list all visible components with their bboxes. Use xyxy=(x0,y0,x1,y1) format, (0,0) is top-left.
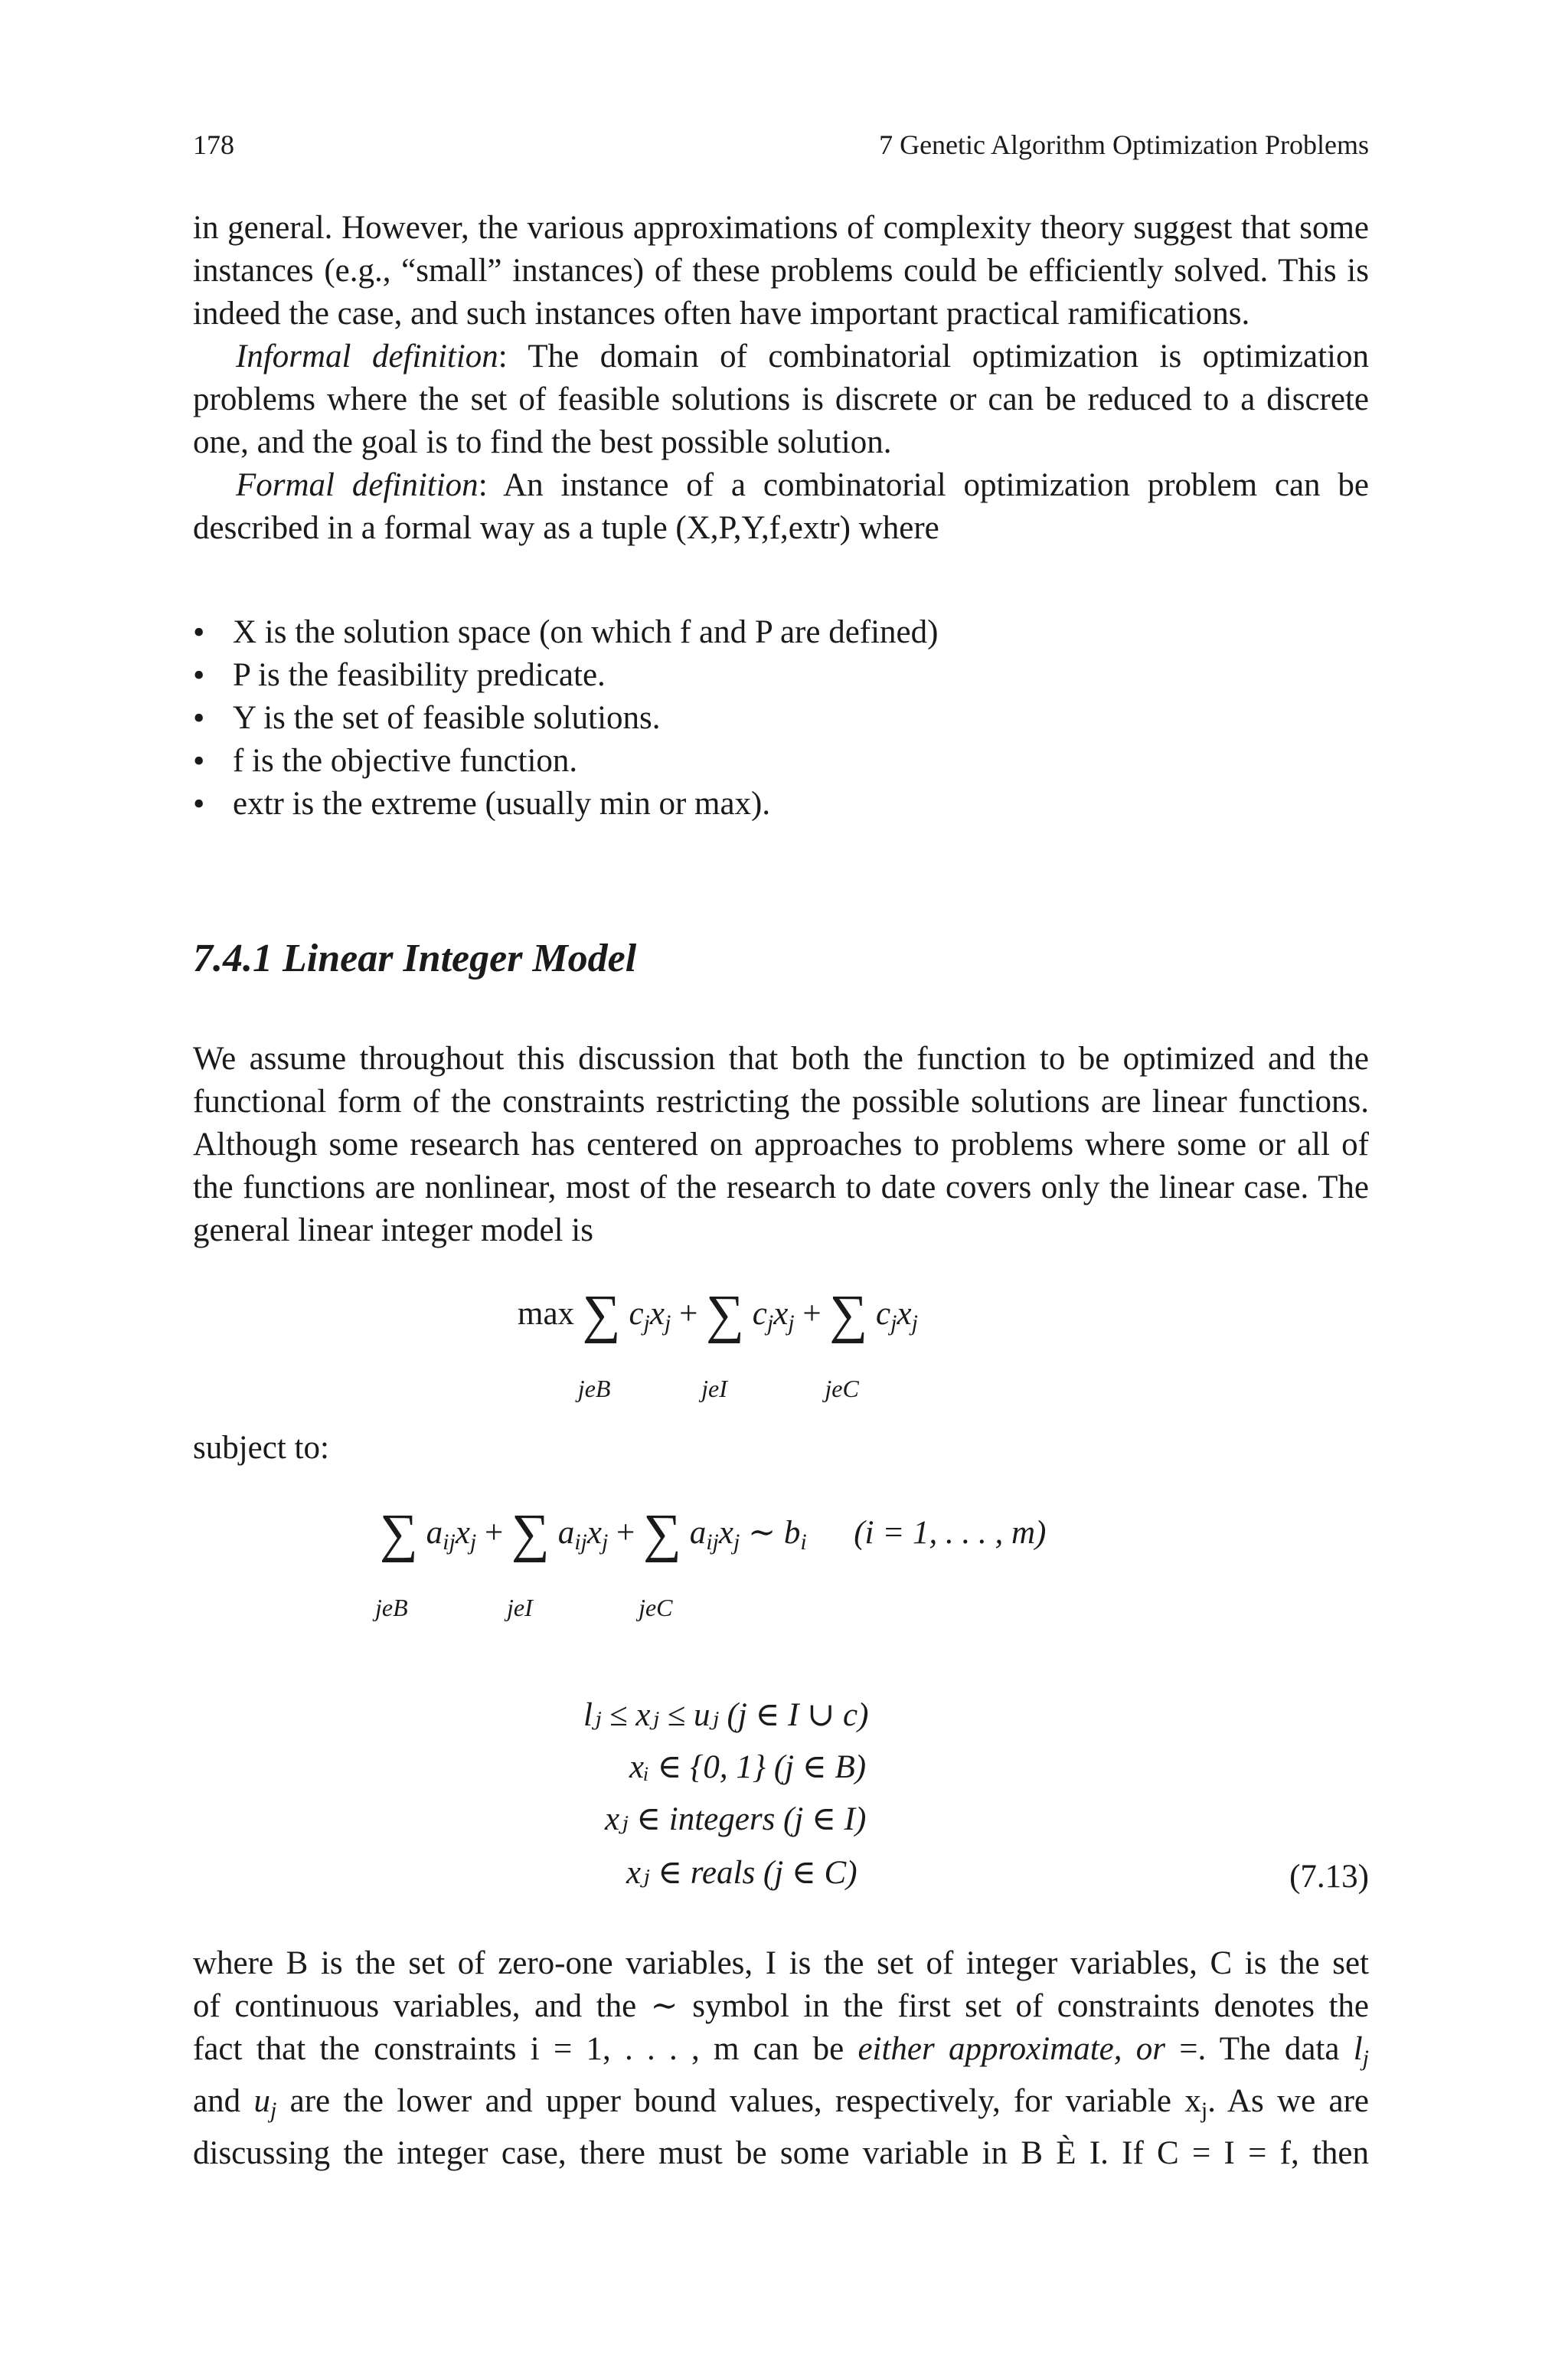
var-x: x xyxy=(773,1296,789,1332)
sum-symbol: ∑ jeB xyxy=(380,1513,418,1555)
sum-symbol: ∑ jeC xyxy=(829,1294,867,1336)
coef-c: c xyxy=(629,1296,644,1332)
section-heading: 7.4.1 Linear Integer Model xyxy=(193,937,637,980)
section-body: We assume throughout this discussion that both the function to be optimized and the functional form of the constraints restricting the possible solutions are linear functions. Although some research has centered on approaches to problems where some or all of the functions are nonlinear, most of the research to date covers only the linear case. The general linear integer model is xyxy=(193,1041,1369,1248)
coef-c: c xyxy=(752,1296,767,1332)
plus-sign: + xyxy=(802,1296,822,1332)
subscript: j xyxy=(1362,2046,1369,2071)
sum-symbol: ∑ jeI xyxy=(706,1294,744,1336)
list-item: • f is the objective function. xyxy=(193,740,938,783)
closing-line: of continuous variables, and the ∼ symbol in the first set of constraints denotes the xyxy=(193,1988,1369,2024)
subscript: j xyxy=(911,1310,918,1336)
intro-text xyxy=(193,207,1369,550)
var-x: x xyxy=(586,1515,602,1551)
subscript: j xyxy=(664,1310,671,1336)
sum-subscript: jeB xyxy=(375,1594,408,1621)
subscript: j xyxy=(890,1310,897,1336)
sum-subscript: jeI xyxy=(701,1375,727,1402)
closing-paragraph xyxy=(193,1942,1369,2175)
chapter-title: 7 Genetic Algorithm Optimization Problems xyxy=(879,129,1369,160)
var-x: x xyxy=(455,1515,470,1551)
constraint-equation xyxy=(375,1504,1047,1621)
var-x: x xyxy=(897,1296,912,1332)
sum-subscript: jeB xyxy=(577,1375,611,1402)
sum-symbol: ∑ jeB xyxy=(583,1294,621,1336)
subscript: ij xyxy=(706,1529,719,1555)
sum-symbol: ∑ jeC xyxy=(643,1513,681,1555)
subscript: j xyxy=(766,1310,774,1336)
closing-line: where B is the set of zero-one variables, I is the set of integer variables, C is the set xyxy=(193,1945,1369,1981)
subject-to-label: subject to: xyxy=(193,1430,329,1466)
closing-line: discussing the integer case, there must be some variable in B È I. If C = I = f, then xyxy=(193,2135,1369,2171)
var-l: l xyxy=(1353,2031,1363,2067)
subscript: j xyxy=(643,1310,650,1336)
text-run: and xyxy=(193,2083,254,2119)
informal-definition xyxy=(193,335,1369,464)
sum-symbol: ∑ jeI xyxy=(511,1513,550,1555)
bound-line: lⱼ ≤ xⱼ ≤ uⱼ (j ∈ I ∪ c) xyxy=(583,1697,869,1733)
constraint-range: (i = 1, . . . , m) xyxy=(854,1515,1047,1551)
intro-paragraph: in general. However, the various approximations of complexity theory suggest that some instances (e.g., “small” instances) of these problems could be efficiently solved. This is indeed the case, and such instances often have important practical ramifications. xyxy=(193,210,1369,332)
running-header xyxy=(193,129,1369,167)
var-x: x xyxy=(718,1515,733,1551)
closing-line xyxy=(193,2080,1369,2132)
tuple-bullet-list xyxy=(193,611,938,826)
list-item: • Y is the set of feasible solutions. xyxy=(193,697,938,740)
subscript: i xyxy=(800,1529,807,1555)
objective-function xyxy=(518,1285,918,1402)
subscript: ij xyxy=(443,1529,456,1555)
sum-subscript: jeI xyxy=(507,1594,533,1621)
bound-line: xᵢ ∈ {0, 1} (j ∈ B) xyxy=(629,1749,867,1785)
page-number: 178 xyxy=(193,129,234,160)
sum-subscript: jeC xyxy=(639,1594,673,1621)
text-run: fact that the constraints i = 1, . . . , m can be xyxy=(193,2031,858,2067)
subscript: j xyxy=(788,1310,795,1336)
subscript: j xyxy=(601,1529,609,1555)
list-item: • X is the solution space (on which f and P are defined) xyxy=(193,611,938,654)
subscript: j xyxy=(1200,2098,1208,2123)
max-operator: max xyxy=(518,1296,575,1332)
var-u: u xyxy=(253,2083,270,2119)
text-run: . As we are xyxy=(1207,2083,1369,2119)
tilde-b: ∼ b xyxy=(748,1515,801,1551)
bound-line: xⱼ ∈ reals (j ∈ C) xyxy=(626,1855,858,1891)
plus-sign: + xyxy=(679,1296,698,1332)
informal-text: : The domain of combinatorial optimization is optimization problems where the set of feasible solutions is discrete or can be reduced to a discrete one, and the goal is to find the best possible solution. xyxy=(193,339,1369,460)
text-run: are the lower and upper bound values, respectively, for variable x xyxy=(276,2083,1201,2119)
equation-number: (7.13) xyxy=(1289,1859,1369,1895)
coef-a: a xyxy=(689,1515,707,1551)
list-item: • extr is the extreme (usually min or max). xyxy=(193,783,938,826)
formal-definition xyxy=(193,464,1369,550)
list-item: • P is the feasibility predicate. xyxy=(193,654,938,697)
sum-subscript: jeC xyxy=(825,1375,859,1402)
section-paragraph xyxy=(193,1038,1369,1252)
var-x: x xyxy=(649,1296,665,1332)
informal-label: Informal definition xyxy=(236,339,498,374)
subscript: j xyxy=(270,2098,277,2123)
closing-line xyxy=(193,2028,1369,2080)
coef-a: a xyxy=(557,1515,575,1551)
subscript: j xyxy=(469,1529,477,1555)
coef-a: a xyxy=(426,1515,443,1551)
subscript: j xyxy=(733,1529,740,1555)
text-run: =. The data xyxy=(1165,2031,1354,2067)
plus-sign: + xyxy=(616,1515,635,1551)
bound-line: xⱼ ∈ integers (j ∈ I) xyxy=(605,1801,867,1837)
plus-sign: + xyxy=(485,1515,504,1551)
formal-label: Formal definition xyxy=(236,467,479,503)
formal-text: : An instance of a combinatorial optimization problem can be described in a formal way as a tuple (X,P,Y,f,extr) where xyxy=(193,467,1369,546)
coef-c: c xyxy=(876,1296,891,1332)
emphasis: either approximate, or xyxy=(858,2031,1165,2067)
subscript: ij xyxy=(574,1529,587,1555)
